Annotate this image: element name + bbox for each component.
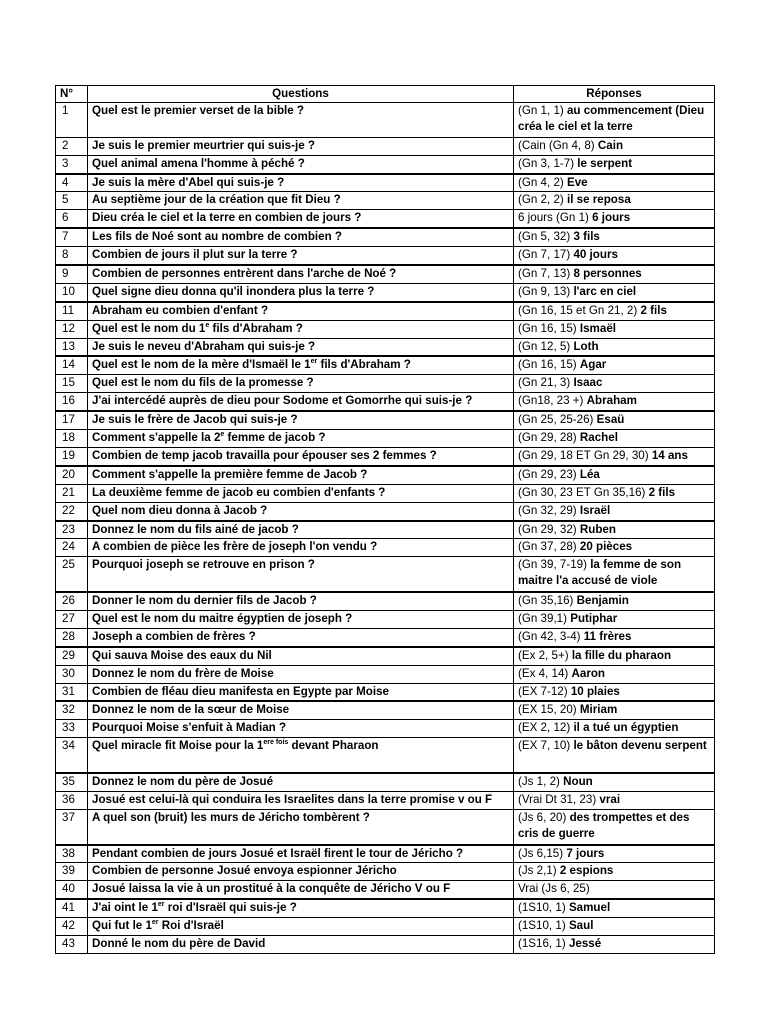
answer-reference: (Gn 35,16) (518, 594, 574, 608)
question-cell: Qui sauva Moise des eaux du Nil (88, 647, 514, 665)
answer-reference: (EX 7-12) (518, 684, 568, 698)
answer-reference: (EX 15, 20) (518, 703, 577, 717)
answer-cell (514, 539, 715, 557)
table-row (56, 918, 715, 936)
question-cell: Les fils de Noé sont au nombre de combien ? (88, 228, 514, 246)
question-cell: Quel nom dieu donna à Jacob ? (88, 502, 514, 520)
question-cell (88, 320, 514, 338)
table-row (56, 592, 715, 610)
question-cell: Josué laissa la vie à un prostitué à la conquête de Jéricho V ou F (88, 881, 514, 899)
question-cell: Donnez le nom du fils ainé de jacob ? (88, 521, 514, 539)
question-text: Quel est le nom du 1 (92, 321, 206, 335)
table-row (56, 265, 715, 283)
answer-cell (514, 720, 715, 738)
table-row (56, 773, 715, 791)
row-number: 29 (56, 647, 88, 665)
answer-cell (514, 411, 715, 429)
answer-cell (514, 320, 715, 338)
quiz-table (55, 85, 715, 954)
question-text: Quel miracle fit Moise pour la 1 (92, 739, 264, 753)
answer-text: Ruben (579, 522, 616, 536)
header-row (56, 86, 715, 103)
answer-reference: (Js 2,1) (518, 864, 557, 878)
answer-reference: (Gn 29, 28) (518, 431, 577, 445)
answer-cell (514, 557, 715, 592)
table-row (56, 375, 715, 393)
answer-cell (514, 809, 715, 844)
answer-cell (514, 738, 715, 773)
answer-cell (514, 918, 715, 936)
table-row (56, 557, 715, 592)
answer-reference: (Gn 39,1) (518, 611, 567, 625)
table-row (56, 247, 715, 265)
answer-cell (514, 610, 715, 628)
answer-text: la fille du pharaon (571, 648, 672, 662)
question-text: femme de jacob ? (224, 431, 326, 445)
answer-cell (514, 302, 715, 320)
question-cell: A combien de pièce les frère de joseph l'on vendu ? (88, 539, 514, 557)
table-row (56, 936, 715, 954)
row-number: 17 (56, 411, 88, 429)
answer-text: Benjamin (576, 594, 629, 608)
question-cell: Quel est le nom du maitre égyptien de joseph ? (88, 610, 514, 628)
table-row (56, 430, 715, 448)
question-cell (88, 738, 514, 773)
question-text: Roi d'Israël (158, 919, 224, 933)
answer-text: 7 jours (566, 846, 605, 860)
row-number: 40 (56, 881, 88, 899)
answer-text: Esaü (596, 413, 625, 427)
answer-reference: (Cain (Gn 4, 8) (518, 138, 595, 152)
answer-cell (514, 192, 715, 210)
question-cell: Donner le nom du dernier fils de Jacob ? (88, 592, 514, 610)
question-cell: Quel signe dieu donna qu'il inondera plus la terre ? (88, 283, 514, 301)
table-row (56, 356, 715, 374)
answer-cell (514, 174, 715, 192)
answer-reference: (Gn 2, 2) (518, 193, 564, 207)
answer-text: 11 frères (583, 629, 632, 643)
row-number: 39 (56, 863, 88, 881)
row-number: 33 (56, 720, 88, 738)
question-cell (88, 918, 514, 936)
answer-reference: (Gn 5, 32) (518, 230, 571, 244)
question-cell: Quel est le premier verset de la bible ? (88, 103, 514, 138)
table-row (56, 881, 715, 899)
answer-text: Putiphar (570, 611, 618, 625)
row-number: 28 (56, 628, 88, 646)
table-row (56, 683, 715, 701)
answer-cell (514, 228, 715, 246)
row-number: 10 (56, 283, 88, 301)
answer-text: 20 pièces (579, 540, 633, 554)
row-number: 30 (56, 665, 88, 683)
row-number: 24 (56, 539, 88, 557)
ordinal-superscript: er (157, 901, 165, 909)
row-number: 41 (56, 899, 88, 917)
answer-reference: (Gn 37, 28) (518, 540, 577, 554)
answer-cell (514, 247, 715, 265)
table-row (56, 447, 715, 465)
answer-reference: (Gn 4, 2) (518, 175, 564, 189)
answer-text: 2 fils (640, 303, 667, 317)
row-number: 12 (56, 320, 88, 338)
table-row (56, 411, 715, 429)
table-row (56, 610, 715, 628)
question-text: Comment s'appelle la 2 (92, 431, 221, 445)
answer-reference: (Gn 39, 7-19) (518, 558, 587, 572)
table-row (56, 791, 715, 809)
question-cell: Combien de personne Josué envoya espionner Jéricho (88, 863, 514, 881)
table-row (56, 521, 715, 539)
answer-text: Jessé (568, 937, 602, 951)
table-row (56, 809, 715, 844)
answer-reference: (Gn 16, 15 et Gn 21, 2) (518, 303, 638, 317)
answer-cell (514, 447, 715, 465)
question-cell: Pourquoi joseph se retrouve en prison ? (88, 557, 514, 592)
answer-reference: (Gn 12, 5) (518, 339, 571, 353)
row-number: 6 (56, 210, 88, 228)
answer-reference: (EX 2, 12) (518, 721, 571, 735)
ordinal-superscript: ere fois (263, 739, 289, 747)
answer-text: Agar (579, 358, 607, 372)
row-number: 21 (56, 484, 88, 502)
answer-reference: (Js 6,15) (518, 846, 564, 860)
answer-text: 14 ans (651, 448, 688, 462)
answer-reference: (Gn 1, 1) (518, 104, 564, 117)
question-cell: Je suis le neveu d'Abraham qui suis-je ? (88, 338, 514, 356)
answer-reference: (Gn 29, 18 ET Gn 29, 30) (518, 448, 649, 462)
row-number: 36 (56, 791, 88, 809)
table-row (56, 302, 715, 320)
answer-text: 8 personnes (573, 267, 642, 281)
answer-text: 2 espions (559, 864, 614, 878)
row-number: 23 (56, 521, 88, 539)
row-number: 2 (56, 137, 88, 155)
answer-reference: (Gn 42, 3-4) (518, 629, 581, 643)
answer-text: Miriam (579, 703, 618, 717)
answer-reference: (Js 1, 2) (518, 775, 560, 788)
answer-text: la femme de son maitre l'a accusé de viole (518, 558, 682, 588)
question-cell: Pendant combien de jours Josué et Israël firent le tour de Jéricho ? (88, 845, 514, 863)
answer-text: Léa (579, 467, 600, 481)
answer-text: Cain (597, 138, 624, 152)
question-cell: Donné le nom du père de David (88, 936, 514, 954)
answer-text: 6 jours (592, 211, 631, 225)
table-row (56, 466, 715, 484)
row-number: 22 (56, 502, 88, 520)
table-row (56, 647, 715, 665)
answer-reference: (Gn18, 23 +) (518, 394, 584, 408)
question-cell: Quel est le nom du fils de la promesse ? (88, 375, 514, 393)
question-cell: Combien de jours il plut sur la terre ? (88, 247, 514, 265)
answer-text: le serpent (577, 156, 633, 170)
answer-text: Samuel (568, 901, 611, 915)
question-text: J'ai oint le 1 (92, 901, 158, 915)
answer-cell (514, 283, 715, 301)
answer-cell (514, 155, 715, 173)
answer-text: Israël (579, 503, 611, 517)
answer-reference: (Gn 29, 23) (518, 467, 577, 481)
answer-text: Aaron (571, 666, 605, 680)
answer-cell (514, 393, 715, 411)
question-text: fils d'Abraham ? (317, 358, 411, 372)
answer-cell (514, 103, 715, 138)
answer-text: Ismaël (579, 321, 616, 335)
answer-text: au commencement (Dieu créa le ciel et la terre (518, 104, 705, 133)
answer-reference: 6 jours (Gn 1) (518, 211, 589, 225)
answer-reference: (Gn 7, 17) (518, 248, 571, 262)
answer-reference: (Gn 32, 29) (518, 503, 577, 517)
answer-text: il a tué un égyptien (573, 721, 679, 735)
ordinal-superscript: e (205, 321, 210, 329)
question-cell: Dieu créa le ciel et la terre en combien de jours ? (88, 210, 514, 228)
table-row (56, 484, 715, 502)
question-cell: J'ai intercédé auprès de dieu pour Sodome et Gomorrhe qui suis-je ? (88, 393, 514, 411)
question-cell: Donnez le nom du frère de Moise (88, 665, 514, 683)
row-number: 11 (56, 302, 88, 320)
answer-reference: (Ex 4, 14) (518, 666, 569, 680)
answer-text: le bâton devenu serpent (573, 739, 707, 753)
row-number: 34 (56, 738, 88, 773)
answer-cell (514, 845, 715, 863)
table-row (56, 628, 715, 646)
question-cell: Je suis la mère d'Abel qui suis-je ? (88, 174, 514, 192)
table-row (56, 174, 715, 192)
question-cell: Pourquoi Moise s'enfuit à Madian ? (88, 720, 514, 738)
question-cell: Je suis le premier meurtrier qui suis-je ? (88, 137, 514, 155)
answer-text: 10 plaies (570, 684, 620, 698)
row-number: 3 (56, 155, 88, 173)
row-number: 35 (56, 773, 88, 791)
question-cell: Combien de personnes entrèrent dans l'arche de Noé ? (88, 265, 514, 283)
row-number: 43 (56, 936, 88, 954)
answer-reference: (Vrai Dt 31, 23) (518, 792, 597, 806)
question-text: fils d'Abraham ? (209, 321, 303, 335)
row-number: 26 (56, 592, 88, 610)
question-cell (88, 430, 514, 448)
answer-cell (514, 628, 715, 646)
answer-cell (514, 863, 715, 881)
question-cell: Combien de fléau dieu manifesta en Egypte par Moise (88, 683, 514, 701)
answer-text: Abraham (586, 394, 637, 408)
answer-reference: (Gn 9, 13) (518, 284, 571, 298)
question-cell: Quel animal amena l'homme à péché ? (88, 155, 514, 173)
answer-cell (514, 899, 715, 917)
answer-text: Loth (573, 339, 599, 353)
answer-text: des trompettes et des cris de guerre (518, 810, 690, 840)
table-row (56, 738, 715, 773)
question-cell: Abraham eu combien d'enfant ? (88, 302, 514, 320)
answer-cell (514, 210, 715, 228)
answer-reference: (Gn 30, 23 ET Gn 35,16) (518, 485, 646, 499)
row-number: 15 (56, 375, 88, 393)
row-number: 37 (56, 809, 88, 844)
answer-cell (514, 647, 715, 665)
table-row (56, 137, 715, 155)
row-number: 31 (56, 683, 88, 701)
answer-cell (514, 592, 715, 610)
answer-text: Noun (563, 775, 593, 788)
table-row (56, 210, 715, 228)
answer-text: Eve (566, 175, 588, 189)
question-text: roi d'Israël qui suis-je ? (164, 901, 297, 915)
ordinal-superscript: er (151, 919, 159, 927)
answer-text: vrai (599, 792, 621, 806)
answer-text: 40 jours (573, 248, 618, 262)
question-cell: A quel son (bruit) les murs de Jéricho tombèrent ? (88, 809, 514, 844)
row-number: 8 (56, 247, 88, 265)
question-text: Quel est le nom de la mère d'Ismaël le 1 (92, 358, 311, 372)
answer-cell (514, 791, 715, 809)
table-row (56, 502, 715, 520)
answer-cell (514, 430, 715, 448)
table-row (56, 155, 715, 173)
table-row (56, 338, 715, 356)
answer-cell (514, 665, 715, 683)
row-number: 38 (56, 845, 88, 863)
table-row (56, 228, 715, 246)
answer-text: 3 fils (573, 230, 600, 244)
row-number: 13 (56, 338, 88, 356)
row-number: 1 (56, 103, 88, 138)
answer-cell (514, 338, 715, 356)
table-row (56, 539, 715, 557)
row-number: 16 (56, 393, 88, 411)
answer-cell (514, 683, 715, 701)
answer-text: 2 fils (648, 485, 676, 499)
answer-cell (514, 484, 715, 502)
row-number: 20 (56, 466, 88, 484)
answer-reference: (Gn 3, 1-7) (518, 156, 575, 170)
answer-reference: (Js 6, 20) (518, 810, 567, 824)
answer-cell (514, 375, 715, 393)
ordinal-superscript: e (220, 431, 225, 439)
answer-cell (514, 466, 715, 484)
answer-reference: (1S10, 1) (518, 901, 566, 915)
answer-text: Rachel (579, 431, 618, 445)
question-cell: Donnez le nom de la sœur de Moise (88, 701, 514, 719)
question-cell: Je suis le frère de Jacob qui suis-je ? (88, 411, 514, 429)
answer-reference: (Gn 16, 15) (518, 358, 577, 372)
table-row (56, 701, 715, 719)
row-number: 4 (56, 174, 88, 192)
row-number: 32 (56, 701, 88, 719)
row-number: 25 (56, 557, 88, 592)
answer-cell (514, 137, 715, 155)
table-row (56, 393, 715, 411)
row-number: 18 (56, 430, 88, 448)
answer-cell (514, 521, 715, 539)
answer-cell (514, 701, 715, 719)
answer-cell (514, 502, 715, 520)
table-row (56, 192, 715, 210)
row-number: 19 (56, 447, 88, 465)
answer-text: Isaac (573, 376, 603, 390)
header-number: N° (56, 86, 88, 103)
row-number: 14 (56, 356, 88, 374)
answer-reference: (Gn 16, 15) (518, 321, 577, 335)
table-row (56, 720, 715, 738)
table-row (56, 665, 715, 683)
answer-reference: (Gn 21, 3) (518, 376, 571, 390)
answer-text: il se reposa (566, 193, 631, 207)
question-cell: Donnez le nom du père de Josué (88, 773, 514, 791)
question-cell (88, 899, 514, 917)
question-text: Qui fut le 1 (92, 919, 152, 933)
question-cell: Comment s'appelle la première femme de Jacob ? (88, 466, 514, 484)
answer-text: Saul (568, 919, 594, 933)
table-row (56, 103, 715, 138)
question-text: devant Pharaon (288, 739, 379, 753)
answer-reference: (Ex 2, 5+) (518, 648, 569, 662)
table-row (56, 845, 715, 863)
answer-reference: (Gn 25, 25-26) (518, 413, 594, 427)
question-cell: Joseph a combien de frères ? (88, 628, 514, 646)
ordinal-superscript: er (310, 358, 318, 366)
question-cell: Josué est celui-là qui conduira les Israelites dans la terre promise v ou F (88, 791, 514, 809)
answer-reference: (Gn 7, 13) (518, 267, 571, 281)
row-number: 9 (56, 265, 88, 283)
answer-reference: (EX 7, 10) (518, 739, 571, 753)
answer-cell (514, 773, 715, 791)
question-cell (88, 356, 514, 374)
header-answers: Réponses (514, 86, 715, 103)
answer-reference: (Gn 29, 32) (518, 522, 577, 536)
table-row (56, 899, 715, 917)
answer-reference: Vrai (Js 6, 25) (518, 882, 590, 896)
question-cell: Au septième jour de la création que fit Dieu ? (88, 192, 514, 210)
row-number: 42 (56, 918, 88, 936)
answer-text: l'arc en ciel (573, 284, 637, 298)
answer-cell (514, 265, 715, 283)
question-cell: Combien de temp jacob travailla pour épouser ses 2 femmes ? (88, 447, 514, 465)
answer-cell (514, 881, 715, 899)
answer-reference: (1S16, 1) (518, 937, 566, 951)
question-cell: La deuxième femme de jacob eu combien d'enfants ? (88, 484, 514, 502)
row-number: 5 (56, 192, 88, 210)
row-number: 7 (56, 228, 88, 246)
answer-cell (514, 356, 715, 374)
answer-reference: (1S10, 1) (518, 919, 566, 933)
row-number: 27 (56, 610, 88, 628)
table-row (56, 320, 715, 338)
table-row (56, 283, 715, 301)
table-row (56, 863, 715, 881)
answer-cell (514, 936, 715, 954)
header-questions: Questions (88, 86, 514, 103)
